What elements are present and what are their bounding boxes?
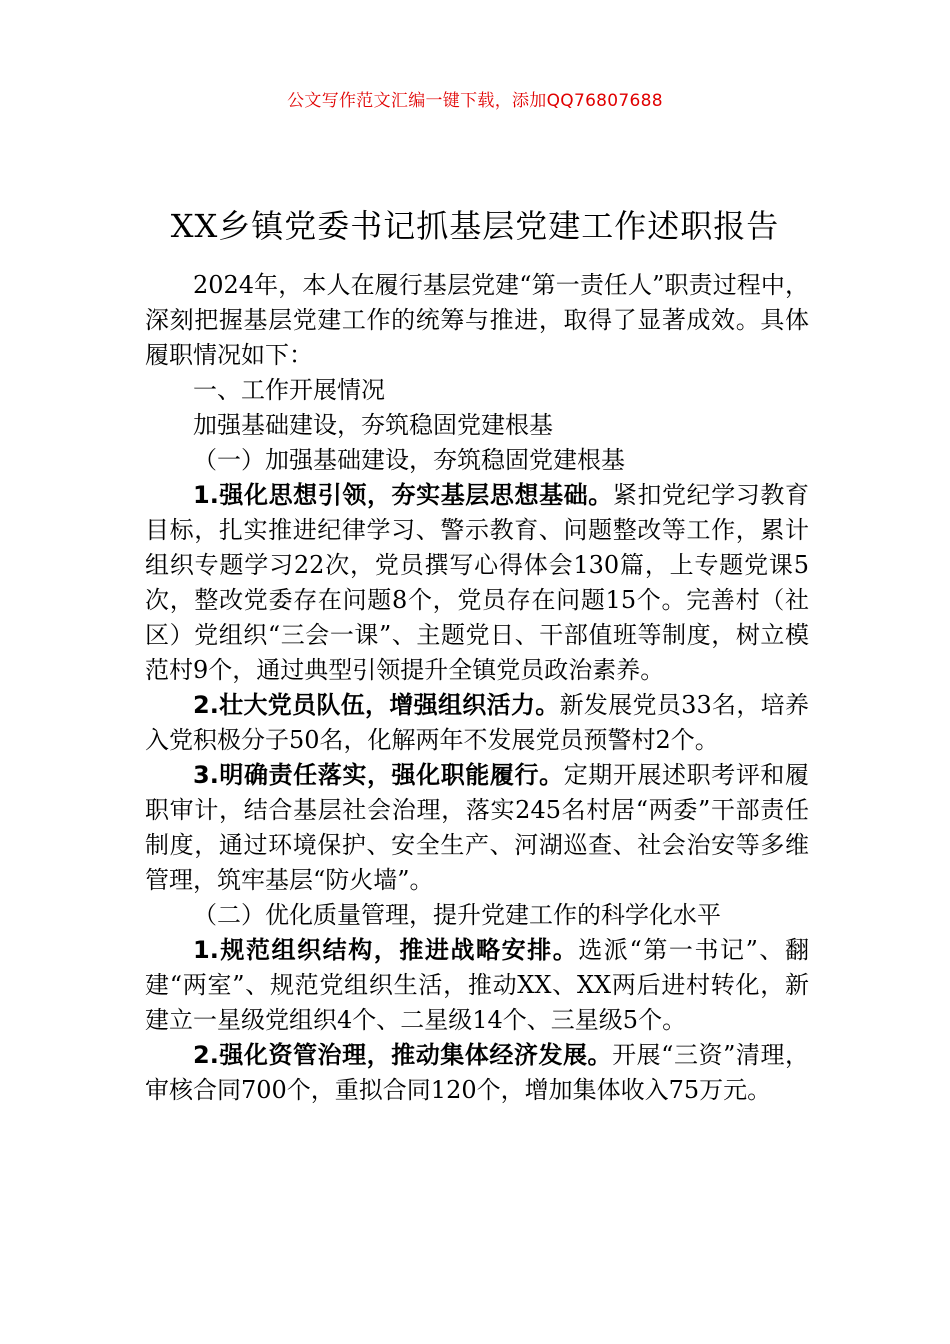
item-heading: 1.规范组织结构，推进战略安排。 [193, 936, 579, 964]
item-heading: 1.强化思想引领，夯实基层思想基础。 [193, 481, 613, 509]
item-text: 选派“第一书记”、翻建“两室”、规范党组织生活，推动XX、XX两后进村转化，新建立一星级党组织4个、二星级14个、三星级5个。 [145, 936, 809, 1034]
intro-paragraph: 2024年，本人在履行基层党建“第一责任人”职责过程中，深刻把握基层党建工作的统筹与推进，取得了显著成效。具体履职情况如下： [145, 271, 809, 369]
paragraph-item [145, 1038, 809, 1108]
section-heading: 一、工作开展情况 [193, 376, 385, 404]
item-text: 新发展党员33名，培养入党积极分子50名，化解两年不发展党员预警村2个。 [145, 691, 809, 754]
item-text: 开展“三资”清理，审核合同700个，重拟合同120个，增加集体收入75万元。 [145, 1041, 809, 1104]
item-heading: 3.明确责任落实，强化职能履行。 [193, 761, 564, 789]
item-heading: 2.壮大党员队伍，增强组织活力。 [193, 691, 560, 719]
document-title: XX乡镇党委书记抓基层党建工作述职报告 [170, 207, 780, 246]
part-heading-1: （一）加强基础建设，夯筑稳固党建根基 [193, 446, 625, 474]
paragraph-item [145, 933, 809, 1038]
paragraph-item [145, 478, 809, 688]
document-body [145, 268, 809, 1108]
item-heading: 2.强化资管治理，推动集体经济发展。 [193, 1041, 613, 1069]
part-heading-2: （二）优化质量管理，提升党建工作的科学化水平 [193, 901, 721, 929]
paragraph-item [145, 688, 809, 758]
item-text: 定期开展述职考评和履职审计，结合基层社会治理，落实245名村居“两委”干部责任制度，通过环境保护、安全生产、河湖巡查、社会治安等多维管理，筑牢基层“防火墙”。 [145, 761, 810, 894]
sub-heading: 加强基础建设，夯筑稳固党建根基 [193, 411, 553, 439]
paragraph-item [145, 758, 809, 898]
item-text: 紧扣党纪学习教育目标，扎实推进纪律学习、警示教育、问题整改等工作，累计组织专题学习22次，党员撰写心得体会130篇，上专题党课5次，整改党委存在问题8个，党员存在问题15个。完善村（社区）党组织“三会一课”、主题党日、干部值班等制度，树立模范村9个，通过典型引领提升全镇党员政治素养。 [145, 481, 809, 684]
download-watermark: 公文写作范文汇编一键下载，添加QQ76807688 [287, 91, 663, 111]
